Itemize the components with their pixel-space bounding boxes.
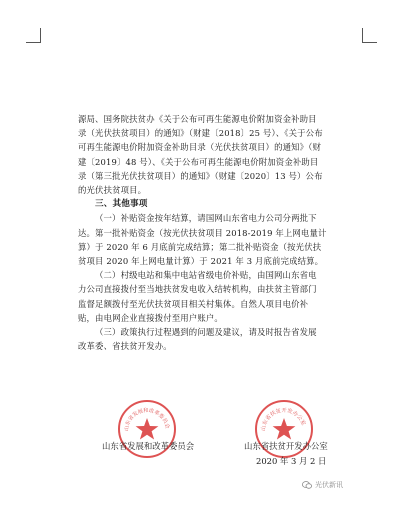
- seal-right-lettering: 山东省扶贫开发办公室: [260, 407, 307, 432]
- text-line: 录（第三批光伏扶贫项目）的通知》（财建〔2020〕13 号）公布: [78, 170, 323, 181]
- text-line: 录（光伏扶贫项目）的通知》（财建〔2018〕25 号）、《关于公布: [78, 128, 323, 139]
- text-line: （三）政策执行过程遇到的问题及建议，请及时报告省发展: [95, 327, 317, 338]
- paragraph-settlement: [78, 211, 360, 268]
- issue-date: 2020 年 3 月 2 日: [256, 456, 327, 466]
- signature-block: [78, 400, 368, 476]
- text-line: 建〔2019〕48 号）、《关于公布可再生能源电价附加资金补助目: [78, 156, 319, 167]
- section-heading: 三、其他事项: [95, 199, 148, 210]
- wechat-icon: [302, 481, 312, 489]
- seal-left-lettering: 山东省发展和改革委员会: [123, 407, 170, 432]
- text-line: 的光伏扶贫项目。: [78, 185, 147, 196]
- crop-mark-top-right: [362, 28, 377, 43]
- text-line: （一）补贴资金按年结算，请国网山东省电力公司分两批下: [95, 213, 317, 224]
- text-line: 算）于 2020 年 6 月底前完成结算；第二批补贴资金（按光伏扶: [78, 241, 322, 252]
- text-line: （二）村级电站和集中电站省级电价补贴，由国网山东省电: [95, 270, 317, 281]
- text-line: 源局、国务院扶贫办《关于公布可再生能源电价附加资金补助目: [78, 114, 317, 124]
- text-line: 力公司直接拨付至当地扶贫发电收入结转机构，由扶贫主管部门: [78, 284, 317, 295]
- watermark-text: 光伏新讯: [315, 481, 343, 489]
- source-watermark: [302, 480, 343, 490]
- document-body: [78, 112, 360, 353]
- paragraph-project-list: [78, 112, 360, 197]
- issuer-right: 山东省扶贫开发办公室: [244, 441, 328, 451]
- paragraph-subsidy-allocation: [78, 268, 360, 325]
- text-line: 达。第一批补贴资金（按光伏扶贫项目 2018-2019 年上网电量计: [78, 227, 327, 238]
- text-line: 可再生能源电价附加资金补助目录（光伏扶贫项目）的通知》（财: [78, 142, 322, 153]
- text-line: 监督足额拨付至光伏扶贫项目相关村集体。自然人项目电价补: [78, 298, 309, 309]
- text-line: 改革委、省扶贫开发办。: [78, 341, 172, 352]
- crop-mark-top-left: [26, 28, 41, 43]
- text-line: 贫项目 2020 年上网电量计算）于 2021 年 3 月底前完成结算。: [78, 256, 324, 267]
- paragraph-issue-reporting: [78, 325, 360, 353]
- text-line: 贴，由电网企业直接拨付至用户账户。: [78, 312, 223, 323]
- issuer-left: 山东省发展和改革委员会: [102, 441, 195, 451]
